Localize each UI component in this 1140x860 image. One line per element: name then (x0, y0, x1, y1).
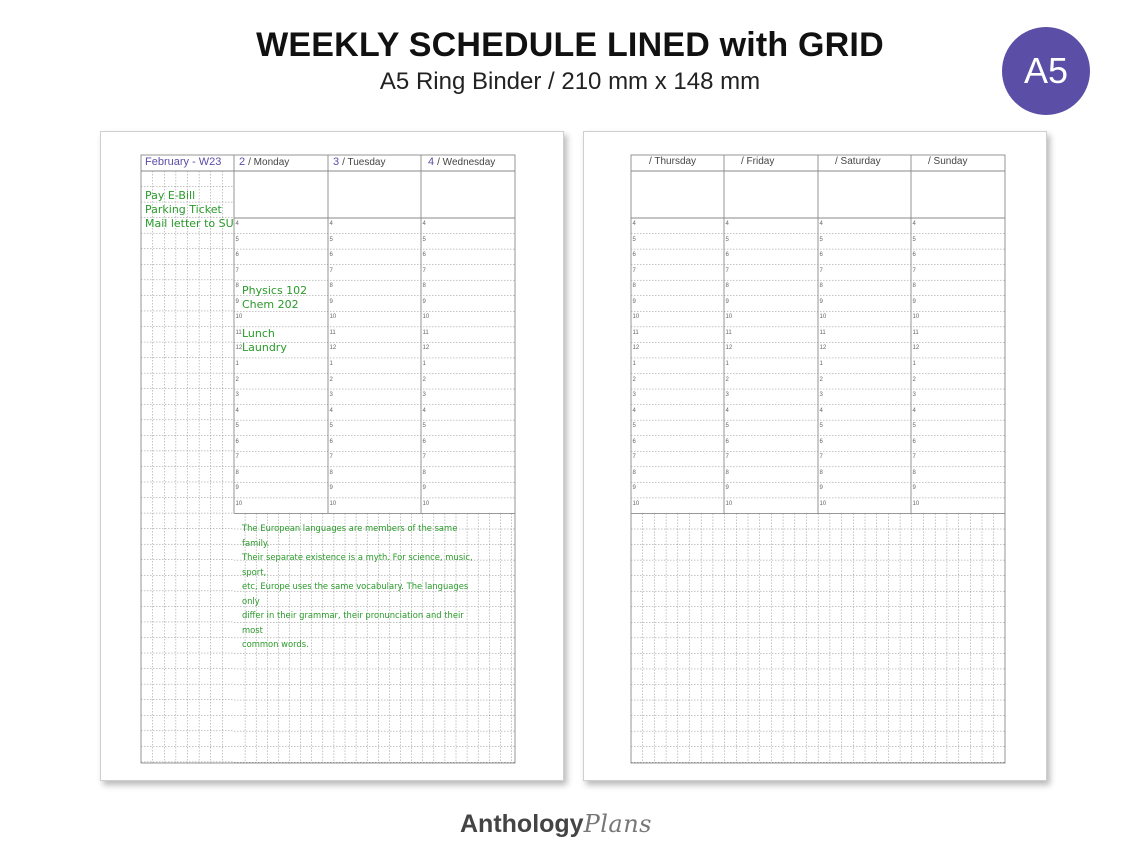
hour-label: 12 (235, 345, 243, 352)
week-label: February - W23 (145, 156, 222, 168)
event-laundry: Laundry (242, 341, 287, 354)
hour-label: 9 (912, 298, 916, 305)
todo-item: Mail letter to SU (145, 217, 234, 230)
hour-label: 10 (329, 500, 337, 507)
day-number: 2 (239, 156, 246, 168)
hour-label: 10 (819, 500, 827, 507)
hour-label: 8 (632, 283, 636, 290)
hour-label: 2 (329, 376, 333, 383)
day-header-saturday: / Saturday (835, 156, 881, 167)
hour-label: 4 (329, 221, 333, 227)
hour-label: 1 (422, 360, 426, 367)
hour-label: 4 (329, 407, 333, 414)
hour-label: 3 (329, 392, 333, 399)
left-planner-page (100, 131, 564, 781)
hour-label: 5 (329, 423, 333, 430)
hour-label: 6 (725, 252, 729, 259)
note-line: common words. (242, 639, 309, 649)
brand-name: Anthology (460, 810, 584, 838)
hour-label: 5 (235, 423, 239, 430)
hour-label: 12 (422, 345, 430, 352)
hour-label: 10 (819, 314, 827, 321)
hour-label: 4 (422, 407, 426, 414)
hour-label: 1 (632, 360, 636, 367)
hour-label: 7 (912, 267, 916, 274)
hour-label: 5 (725, 423, 729, 430)
hour-label: 5 (725, 236, 729, 243)
hour-label: 4 (912, 407, 916, 414)
hour-label: 5 (912, 236, 916, 243)
hour-label: 7 (329, 454, 333, 461)
hour-label: 9 (235, 298, 239, 305)
hour-label: 4 (422, 221, 426, 227)
hour-label: 5 (912, 423, 916, 430)
brand-script: Plans (583, 810, 652, 838)
hour-label: 9 (819, 485, 823, 492)
todo-item: Pay E-Bill (145, 189, 196, 202)
hour-label: 3 (819, 392, 823, 399)
hour-label: 8 (235, 283, 239, 290)
hour-label: 10 (725, 500, 733, 507)
hour-label: 5 (819, 236, 823, 243)
left-page-content (101, 132, 563, 780)
hour-label: 7 (912, 454, 916, 461)
hour-label: 2 (422, 376, 426, 383)
hour-label: 11 (235, 329, 242, 336)
note-line: etc, Europe uses the same vocabulary. The languages only (242, 581, 469, 606)
subtitle: A5 Ring Binder / 210 mm x 148 mm (379, 68, 761, 95)
hour-label: 11 (422, 329, 429, 336)
hour-label: 2 (235, 376, 239, 383)
hour-label: 7 (725, 454, 729, 461)
hour-label: 12 (819, 345, 827, 352)
hour-label: 7 (819, 454, 823, 461)
hour-label: 4 (819, 407, 823, 414)
hour-label: 2 (725, 376, 729, 383)
size-badge: A5 (1002, 27, 1090, 115)
day-label: / Tuesday (342, 157, 386, 168)
hour-label: 8 (912, 283, 916, 290)
hour-label: 1 (329, 360, 333, 367)
hour-label: 6 (912, 438, 916, 445)
title: WEEKLY SCHEDULE LINED with GRID (256, 26, 884, 64)
day-header-sunday: / Sunday (928, 156, 968, 167)
note-line: Their separate existence is a myth. For science, music, sport, (242, 552, 473, 577)
hour-label: 10 (912, 314, 920, 321)
hour-label: 10 (725, 314, 733, 321)
hour-label: 12 (329, 345, 337, 352)
day-header-wednesday (428, 156, 495, 168)
event-chem: Chem 202 (242, 298, 299, 311)
hour-label: 8 (422, 283, 426, 290)
event-lunch: Lunch (242, 327, 275, 340)
hour-label: 6 (329, 252, 333, 259)
hour-label: 5 (422, 423, 426, 430)
hour-label: 7 (329, 267, 333, 274)
hour-label: 4 (632, 221, 636, 227)
hour-label: 8 (235, 469, 239, 476)
hour-label: 12 (725, 345, 733, 352)
hour-label: 5 (819, 423, 823, 430)
hour-label: 9 (912, 485, 916, 492)
hour-label: 8 (912, 469, 916, 476)
right-page-content (584, 132, 1046, 780)
hour-label: 6 (725, 438, 729, 445)
hour-label: 3 (725, 392, 729, 399)
hour-label: 6 (422, 438, 426, 445)
hour-label: 9 (329, 485, 333, 492)
hour-label: 3 (235, 392, 239, 399)
hour-label: 11 (329, 329, 336, 336)
right-planner-page (583, 131, 1047, 781)
hour-label: 5 (422, 236, 426, 243)
hour-label: 4 (819, 221, 823, 227)
hour-label: 3 (422, 392, 426, 399)
hour-label: 12 (632, 345, 640, 352)
hour-label: 7 (632, 267, 636, 274)
hour-label: 4 (632, 407, 636, 414)
hour-label: 8 (725, 469, 729, 476)
hour-label: 8 (632, 469, 636, 476)
hour-label: 6 (235, 438, 239, 445)
todo-item: Parking Ticket (145, 203, 222, 216)
hour-label: 7 (235, 454, 239, 461)
day-header-friday: / Friday (741, 156, 775, 167)
hour-label: 2 (632, 376, 636, 383)
hour-label: 9 (235, 485, 239, 492)
hour-label: 4 (912, 221, 916, 227)
hour-label: 10 (632, 314, 640, 321)
event-physics: Physics 102 (242, 284, 308, 297)
day-header-tuesday (333, 156, 385, 168)
hour-label: 7 (632, 454, 636, 461)
hour-label: 8 (819, 283, 823, 290)
hour-label: 6 (422, 252, 426, 259)
hour-label: 6 (632, 252, 636, 259)
hour-label: 8 (725, 283, 729, 290)
hour-label: 8 (329, 283, 333, 290)
hour-label: 10 (329, 314, 337, 321)
hour-label: 7 (235, 267, 239, 274)
hour-label: 12 (912, 345, 920, 352)
hour-label: 6 (819, 252, 823, 259)
hour-label: 9 (725, 298, 729, 305)
notes-text (242, 521, 487, 652)
hour-label: 4 (235, 221, 239, 227)
hour-label: 8 (329, 469, 333, 476)
hour-label: 6 (329, 438, 333, 445)
note-line: differ in their grammar, their pronunciation and their most (242, 610, 464, 635)
day-number: 3 (333, 156, 340, 168)
hour-label: 8 (819, 469, 823, 476)
hour-label: 10 (235, 500, 243, 507)
hour-label: 11 (725, 329, 732, 336)
hour-label: 5 (235, 236, 239, 243)
day-label: / Wednesday (437, 157, 496, 168)
hour-label: 1 (819, 360, 823, 367)
day-header-thursday: / Thursday (649, 156, 697, 167)
hour-label: 3 (912, 392, 916, 399)
hour-label: 10 (912, 500, 920, 507)
hour-label: 6 (819, 438, 823, 445)
note-line: The European languages are members of the same family. (242, 523, 458, 548)
brand-logo (460, 810, 652, 839)
hour-label: 5 (632, 423, 636, 430)
hour-label: 5 (632, 236, 636, 243)
hour-label: 4 (725, 221, 729, 227)
hour-label: 9 (632, 485, 636, 492)
hour-label: 10 (632, 500, 640, 507)
day-header-monday (239, 156, 289, 168)
hour-label: 7 (725, 267, 729, 274)
hour-label: 7 (422, 267, 426, 274)
hour-label: 6 (235, 252, 239, 259)
hour-label: 2 (912, 376, 916, 383)
hour-label: 11 (912, 329, 919, 336)
hour-label: 9 (819, 298, 823, 305)
hour-label: 6 (632, 438, 636, 445)
hour-label: 8 (422, 469, 426, 476)
hour-label: 6 (912, 252, 916, 259)
hour-label: 4 (235, 407, 239, 414)
day-label: / Monday (248, 157, 290, 168)
hour-label: 10 (235, 314, 243, 321)
hour-label: 1 (235, 360, 239, 367)
hour-label: 10 (422, 500, 430, 507)
hour-label: 11 (819, 329, 826, 336)
hour-label: 9 (329, 298, 333, 305)
day-number: 4 (428, 156, 435, 168)
hour-label: 7 (422, 454, 426, 461)
hour-label: 7 (819, 267, 823, 274)
hour-label: 10 (422, 314, 430, 321)
hour-label: 11 (632, 329, 639, 336)
hour-label: 9 (725, 485, 729, 492)
hour-label: 9 (632, 298, 636, 305)
hour-label: 3 (632, 392, 636, 399)
hour-label: 9 (422, 298, 426, 305)
hour-label: 9 (422, 485, 426, 492)
hour-label: 1 (725, 360, 729, 367)
hour-label: 4 (725, 407, 729, 414)
hour-label: 1 (912, 360, 916, 367)
hour-label: 5 (329, 236, 333, 243)
hour-label: 2 (819, 376, 823, 383)
